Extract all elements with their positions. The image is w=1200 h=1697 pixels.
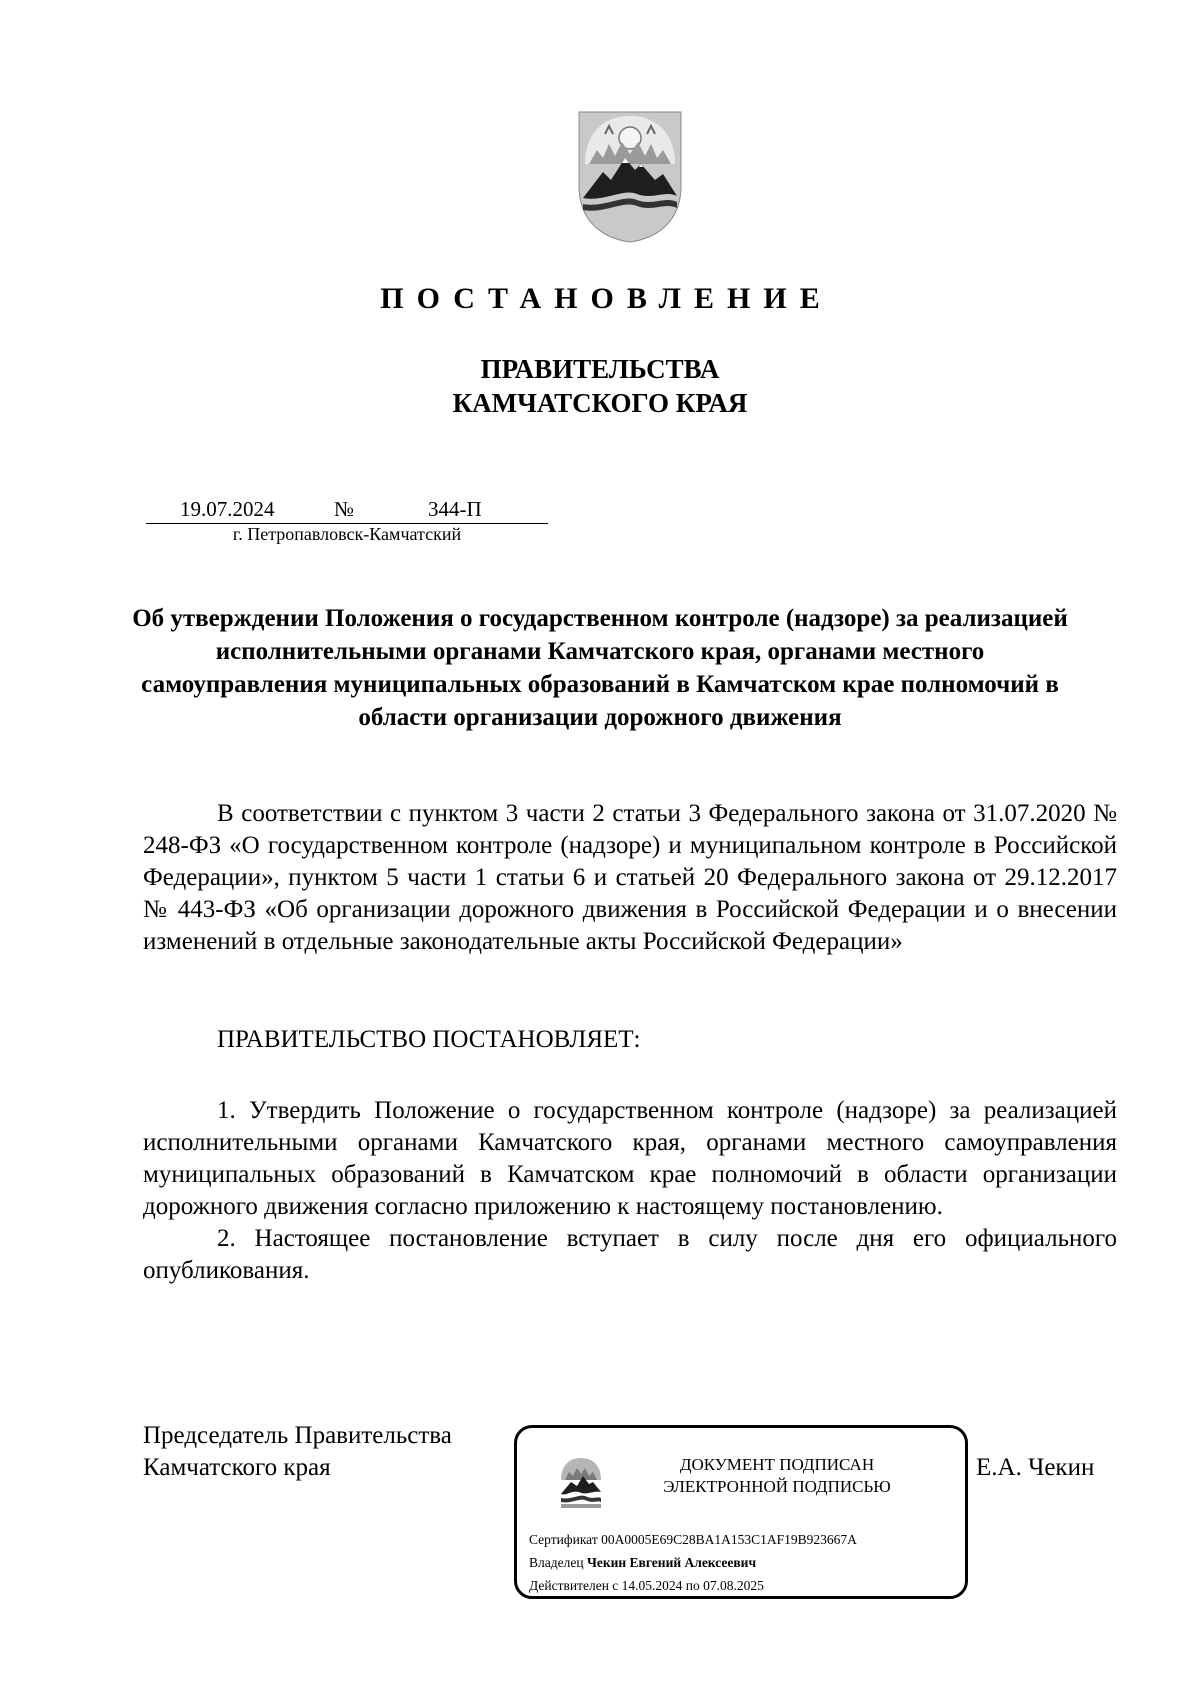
stamp-valid-to: 07.08.2025 [703,1578,764,1593]
stamp-title-line2: ЭЛЕКТРОННОЙ ПОДПИСЬЮ [663,1477,891,1496]
document-type: ПОСТАНОВЛЕНИЕ [380,282,833,315]
registration-city: г. Петропавловск-Камчатский [232,524,462,544]
stamp-emblem-icon [557,1454,605,1512]
issuing-authority-line1: ПРАВИТЕЛЬСТВА [480,354,720,384]
signer-name: Е.А. Чекин [976,1454,1095,1481]
registration-number: 344-П [428,497,482,521]
stamp-title-line1: ДОКУМЕНТ ПОДПИСАН [679,1455,875,1474]
stamp-certificate-row [529,1528,857,1551]
stamp-owner-row [529,1551,857,1574]
item-1-paragraph: 1. Утвердить Положение о государственном контроле (надзоре) за реализацией исполнительными органами Камчатского края, органами местного самоуправления муниципальных образований в Камчатском крае полномочий в области организации дорожного движения согласно приложению к настоящему постановлению. [143,1097,1117,1220]
issuing-authority-line2: КАМЧАТСКОГО КРАЯ [452,388,748,418]
registration-number-label: № [334,497,355,521]
stamp-valid-label: Действителен с [529,1578,619,1593]
decree-statement: ПРАВИТЕЛЬСТВО ПОСТАНОВЛЯЕТ: [217,1026,641,1053]
stamp-title [617,1454,937,1498]
coat-of-arms-emblem [575,108,685,244]
document-title: Об утверждении Положения о государственном контроле (надзоре) за реализацией исполнительными органами Камчатского края, органами местного самоуправления муниципальных образований в Камчатском крае полномочий в области организации дорожного движения [132,605,1068,731]
issuing-authority [0,352,1200,420]
stamp-owner-value: Чекин Евгений Алексеевич [586,1555,757,1570]
signer-position-line2: Камчатского края [143,1454,331,1481]
stamp-certificate-info [529,1528,857,1597]
stamp-valid-from: 14.05.2024 [621,1578,683,1593]
item-2-paragraph: 2. Настоящее постановление вступает в силу после дня его официального опубликования. [143,1225,1117,1284]
stamp-certificate-label: Сертификат [529,1532,598,1547]
registration-date: 19.07.2024 [180,497,275,521]
preamble-paragraph: В соответствии с пунктом 3 части 2 статьи 3 Федерального закона от 31.07.2020 № 248-ФЗ «О государственном контроле (надзоре) и муниципальном контроле в Российской Федерации», пунктом 5 части 1 статьи 6 и статьей 20 Федерального закона от 29.12.2017 № 443-ФЗ «Об организации дорожного движения в Российской Федерации и о внесении изменений в отдельные законодательные акты Российской Федерации» [143,800,1117,955]
signer-position [143,1420,452,1484]
stamp-validity-row [529,1574,857,1597]
stamp-owner-label: Владелец [529,1555,584,1570]
stamp-certificate-value: 00A0005E69C28BA1A153C1AF19B923667A [601,1532,857,1547]
registration-line [146,496,548,524]
stamp-valid-to-label: по [685,1578,700,1593]
electronic-signature-stamp [514,1425,968,1599]
signer-position-line1: Председатель Правительства [143,1422,452,1449]
